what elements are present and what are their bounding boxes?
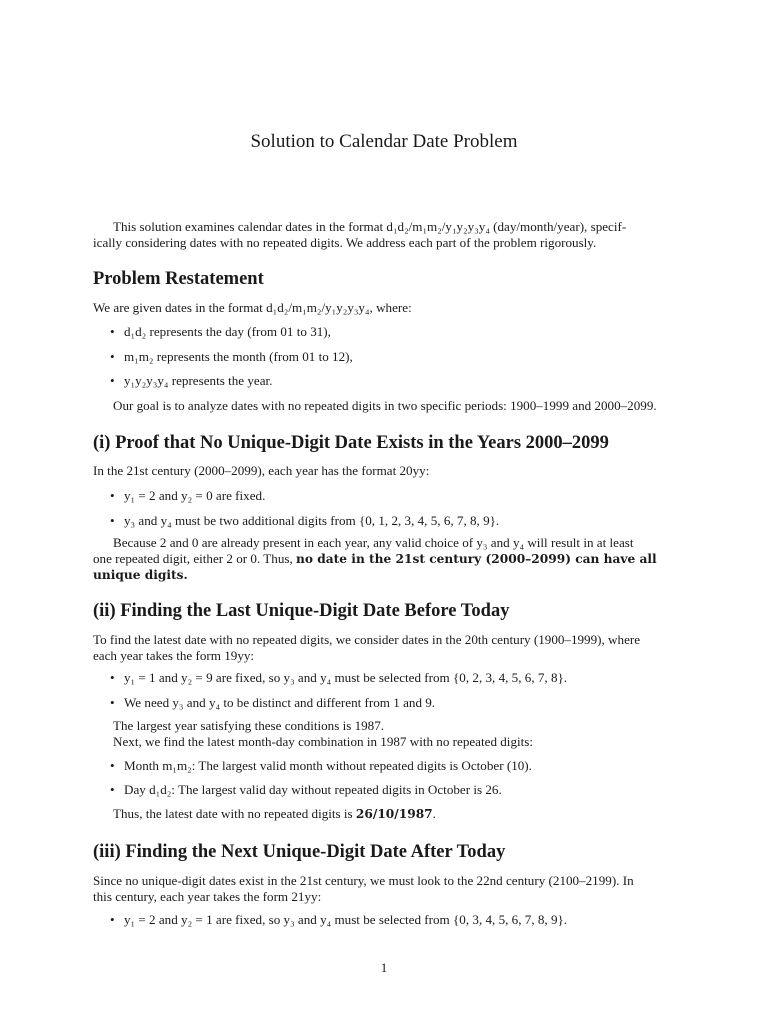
page-number: 1 <box>380 960 388 975</box>
bullet-icon: • <box>110 373 115 388</box>
restatement-lead: We are given dates in the format d₁d₂/m₁m₂/y₁y₂y₃y₄, where: <box>93 300 412 315</box>
emphasis-text: unique digits. <box>93 568 188 582</box>
section-heading-part-iii: (iii) Finding the Next Unique-Digit Date After Today <box>93 842 506 862</box>
bullet-icon: • <box>110 695 115 710</box>
bullet-icon: • <box>110 513 115 528</box>
section-heading-part-ii: (ii) Finding the Last Unique-Digit Date Before Today <box>93 601 510 621</box>
intro-line: This solution examines calendar dates in the format d₁d₂/m₁m₂/y₁y₂y₃y₄ (day/month/year), specif- <box>113 219 627 234</box>
part-ii-conclusion <box>113 806 678 822</box>
bullet-icon: • <box>110 912 115 927</box>
bullet-icon: • <box>110 488 115 503</box>
intro-paragraph <box>93 219 678 251</box>
document-title: Solution to Calendar Date Problem <box>250 131 518 152</box>
bullet-icon: • <box>110 758 115 773</box>
part-iii-lead <box>93 873 678 905</box>
list-item-text: d₁d₂ represents the day (from 01 to 31), <box>124 324 331 339</box>
list-item-text: m₁m₂ represents the month (from 01 to 12), <box>124 349 353 364</box>
bullet-icon: • <box>110 324 115 339</box>
section-heading-part-i: (i) Proof that No Unique-Digit Date Exists in the Years 2000–2099 <box>93 433 609 453</box>
part-i-lead: In the 21st century (2000–2099), each year has the format 20yy: <box>93 463 430 478</box>
part-ii-lead <box>93 632 678 664</box>
list-item-text: y₃ and y₄ must be two additional digits from {0, 1, 2, 3, 4, 5, 6, 7, 8, 9}. <box>124 513 500 528</box>
bullet-icon: • <box>110 782 115 797</box>
list-item-text: y₁ = 2 and y₂ = 0 are fixed. <box>124 488 266 503</box>
answer-date: 26/10/1987 <box>355 807 433 821</box>
bullet-icon: • <box>110 349 115 364</box>
paragraph-text: . <box>432 806 436 821</box>
part-ii-next: Next, we find the latest month-day combination in 1987 with no repeated digits: <box>113 734 534 749</box>
paragraph-line: To find the latest date with no repeated digits, we consider dates in the 20th century (1900–1999), where <box>93 632 641 647</box>
intro-line: ically considering dates with no repeated digits. We address each part of the problem rigorously. <box>93 235 597 250</box>
list-item-text: We need y₃ and y₄ to be distinct and different from 1 and 9. <box>124 695 436 710</box>
part-i-paragraph <box>93 535 678 583</box>
paragraph-line: each year takes the form 19yy: <box>93 648 255 663</box>
paragraph-line <box>93 567 678 583</box>
list-item-text: y₁ = 1 and y₂ = 9 are fixed, so y₃ and y₄ must be selected from {0, 2, 3, 4, 5, 6, 7, 8}. <box>124 670 568 685</box>
section-heading-restatement: Problem Restatement <box>93 269 264 289</box>
emphasis-text: no date in the 21st century (2000–2099) can have all <box>296 552 657 566</box>
list-item-text: y₁ = 2 and y₂ = 1 are fixed, so y₃ and y₄ must be selected from {0, 3, 4, 5, 6, 7, 8, 9}. <box>124 912 568 927</box>
paragraph-line: this century, each year takes the form 21yy: <box>93 889 322 904</box>
list-item-text: Month m₁m₂: The largest valid month without repeated digits is October (10). <box>124 758 532 773</box>
paragraph-line: Since no unique-digit dates exist in the 21st century, we must look to the 22nd century (2100–2199). In <box>93 873 634 888</box>
bullet-icon: • <box>110 670 115 685</box>
paragraph-text: one repeated digit, either 2 or 0. Thus, <box>93 551 297 566</box>
paragraph-line <box>93 551 678 567</box>
list-item-text: Day d₁d₂: The largest valid day without repeated digits in October is 26. <box>124 782 502 797</box>
restatement-goal: Our goal is to analyze dates with no repeated digits in two specific periods: 1900–1999 and 2000–2099. <box>113 398 657 413</box>
list-item-text: y₁y₂y₃y₄ represents the year. <box>124 373 273 388</box>
paragraph-line: Because 2 and 0 are already present in each year, any valid choice of y₃ and y₄ will result in at least <box>113 535 634 550</box>
part-ii-largest-year: The largest year satisfying these conditions is 1987. <box>113 718 385 733</box>
paragraph-text: Thus, the latest date with no repeated digits is <box>113 806 356 821</box>
